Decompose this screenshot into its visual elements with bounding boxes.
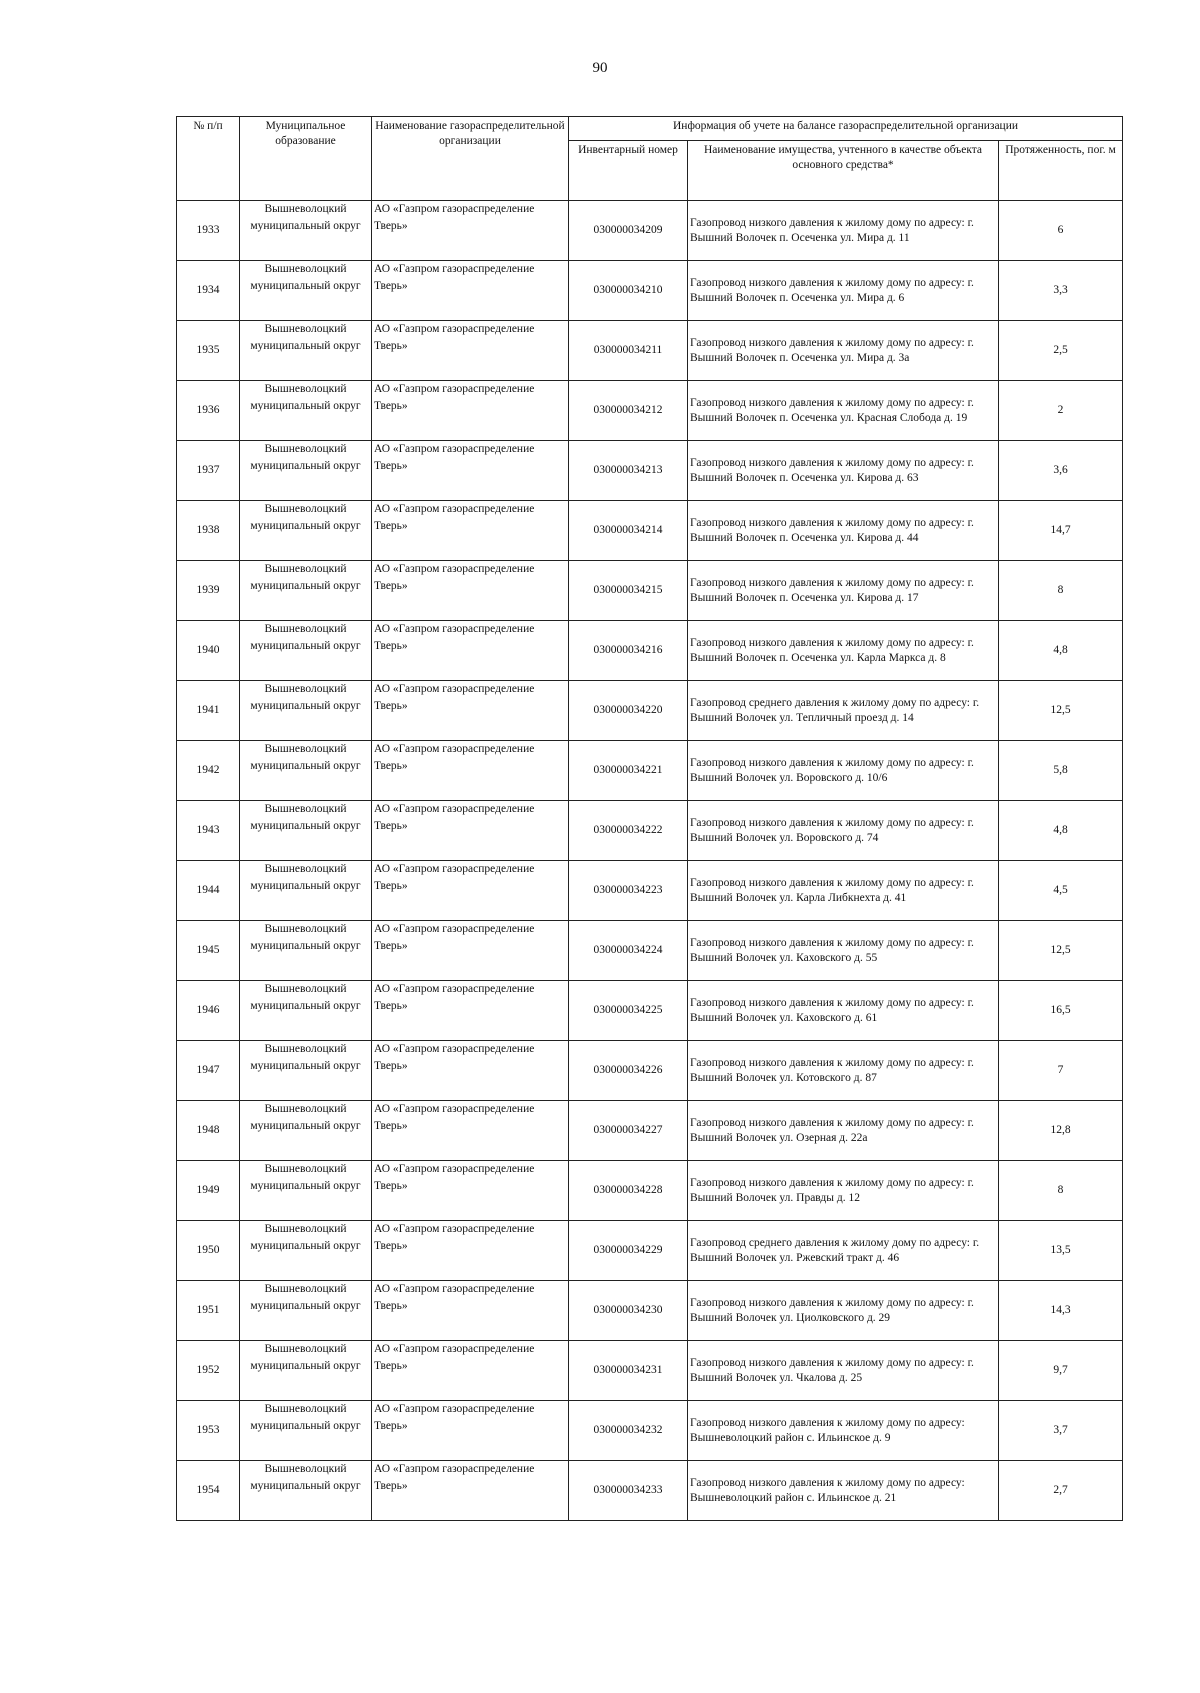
cell-asset-name: Газопровод среднего давления к жилому дому по адресу: г. Вышний Волочек ул. Ржевский тракт д. 46 xyxy=(688,1221,999,1281)
cell-num: 1943 xyxy=(177,801,240,861)
cell-num: 1936 xyxy=(177,381,240,441)
cell-municipality: Вышневолоцкий муниципальный округ xyxy=(240,921,372,981)
cell-inventory-number: 030000034214 xyxy=(569,501,688,561)
cell-organization: АО «Газпром газораспределение Тверь» xyxy=(372,441,569,501)
cell-length: 9,7 xyxy=(999,1341,1123,1401)
cell-num: 1947 xyxy=(177,1041,240,1101)
cell-organization: АО «Газпром газораспределение Тверь» xyxy=(372,1161,569,1221)
table-row xyxy=(177,681,1123,741)
cell-inventory-number: 030000034211 xyxy=(569,321,688,381)
cell-organization: АО «Газпром газораспределение Тверь» xyxy=(372,1461,569,1521)
cell-length: 13,5 xyxy=(999,1221,1123,1281)
cell-asset-name: Газопровод низкого давления к жилому дому по адресу: г. Вышний Волочек п. Осеченка ул. Мира д. 6 xyxy=(688,261,999,321)
cell-inventory-number: 030000034210 xyxy=(569,261,688,321)
cell-inventory-number: 030000034215 xyxy=(569,561,688,621)
cell-num: 1945 xyxy=(177,921,240,981)
cell-asset-name: Газопровод низкого давления к жилому дому по адресу: г. Вышний Волочек п. Осеченка ул. Кирова д. 17 xyxy=(688,561,999,621)
table-row xyxy=(177,741,1123,801)
cell-municipality: Вышневолоцкий муниципальный округ xyxy=(240,1461,372,1521)
cell-inventory-number: 030000034209 xyxy=(569,201,688,261)
cell-organization: АО «Газпром газораспределение Тверь» xyxy=(372,561,569,621)
cell-inventory-number: 030000034226 xyxy=(569,1041,688,1101)
cell-municipality: Вышневолоцкий муниципальный округ xyxy=(240,1101,372,1161)
cell-length: 4,5 xyxy=(999,861,1123,921)
cell-length: 4,8 xyxy=(999,801,1123,861)
cell-asset-name: Газопровод низкого давления к жилому дому по адресу: г. Вышний Волочек ул. Правды д. 12 xyxy=(688,1161,999,1221)
cell-inventory-number: 030000034212 xyxy=(569,381,688,441)
cell-length: 3,6 xyxy=(999,441,1123,501)
cell-asset-name: Газопровод низкого давления к жилому дому по адресу: г. Вышний Волочек ул. Каховского д. 55 xyxy=(688,921,999,981)
cell-municipality: Вышневолоцкий муниципальный округ xyxy=(240,1281,372,1341)
cell-asset-name: Газопровод низкого давления к жилому дому по адресу: Вышневолоцкий район с. Ильинское д. 9 xyxy=(688,1401,999,1461)
cell-length: 16,5 xyxy=(999,981,1123,1041)
cell-num: 1951 xyxy=(177,1281,240,1341)
cell-num: 1944 xyxy=(177,861,240,921)
cell-organization: АО «Газпром газораспределение Тверь» xyxy=(372,1041,569,1101)
cell-num: 1946 xyxy=(177,981,240,1041)
cell-length: 12,5 xyxy=(999,681,1123,741)
cell-num: 1941 xyxy=(177,681,240,741)
cell-inventory-number: 030000034228 xyxy=(569,1161,688,1221)
cell-organization: АО «Газпром газораспределение Тверь» xyxy=(372,1341,569,1401)
table-row xyxy=(177,981,1123,1041)
cell-num: 1952 xyxy=(177,1341,240,1401)
cell-inventory-number: 030000034232 xyxy=(569,1401,688,1461)
cell-organization: АО «Газпром газораспределение Тверь» xyxy=(372,1101,569,1161)
header-balance-info: Информация об учете на балансе газораспределительной организации xyxy=(569,117,1123,141)
cell-num: 1953 xyxy=(177,1401,240,1461)
cell-length: 2,5 xyxy=(999,321,1123,381)
cell-organization: АО «Газпром газораспределение Тверь» xyxy=(372,201,569,261)
cell-municipality: Вышневолоцкий муниципальный округ xyxy=(240,1161,372,1221)
cell-municipality: Вышневолоцкий муниципальный округ xyxy=(240,561,372,621)
table-row xyxy=(177,1461,1123,1521)
table-body xyxy=(177,201,1123,1521)
cell-num: 1940 xyxy=(177,621,240,681)
cell-organization: АО «Газпром газораспределение Тверь» xyxy=(372,1221,569,1281)
cell-municipality: Вышневолоцкий муниципальный округ xyxy=(240,681,372,741)
cell-inventory-number: 030000034222 xyxy=(569,801,688,861)
cell-num: 1950 xyxy=(177,1221,240,1281)
table-header xyxy=(177,117,1123,201)
cell-inventory-number: 030000034223 xyxy=(569,861,688,921)
cell-num: 1939 xyxy=(177,561,240,621)
cell-asset-name: Газопровод низкого давления к жилому дому по адресу: г. Вышний Волочек ул. Котовского д. 87 xyxy=(688,1041,999,1101)
cell-municipality: Вышневолоцкий муниципальный округ xyxy=(240,861,372,921)
cell-length: 14,7 xyxy=(999,501,1123,561)
cell-organization: АО «Газпром газораспределение Тверь» xyxy=(372,981,569,1041)
cell-inventory-number: 030000034220 xyxy=(569,681,688,741)
table-row xyxy=(177,1041,1123,1101)
cell-length: 3,7 xyxy=(999,1401,1123,1461)
cell-asset-name: Газопровод низкого давления к жилому дому по адресу: г. Вышний Волочек п. Осеченка ул. Красная Слобода д. 19 xyxy=(688,381,999,441)
cell-municipality: Вышневолоцкий муниципальный округ xyxy=(240,741,372,801)
cell-length: 5,8 xyxy=(999,741,1123,801)
cell-length: 12,8 xyxy=(999,1101,1123,1161)
table-row xyxy=(177,441,1123,501)
cell-inventory-number: 030000034213 xyxy=(569,441,688,501)
table-row xyxy=(177,1401,1123,1461)
cell-asset-name: Газопровод низкого давления к жилому дому по адресу: г. Вышний Волочек п. Осеченка ул. Карла Маркса д. 8 xyxy=(688,621,999,681)
header-municipality: Муниципальное образование xyxy=(240,117,372,201)
header-inventory: Инвентарный номер xyxy=(569,141,688,201)
table-row xyxy=(177,921,1123,981)
cell-asset-name: Газопровод низкого давления к жилому дому по адресу: г. Вышний Волочек п. Осеченка ул. Мира д. 3а xyxy=(688,321,999,381)
cell-inventory-number: 030000034227 xyxy=(569,1101,688,1161)
cell-num: 1934 xyxy=(177,261,240,321)
table-row xyxy=(177,861,1123,921)
cell-num: 1948 xyxy=(177,1101,240,1161)
cell-organization: АО «Газпром газораспределение Тверь» xyxy=(372,321,569,381)
table-row xyxy=(177,561,1123,621)
table-row xyxy=(177,1101,1123,1161)
cell-municipality: Вышневолоцкий муниципальный округ xyxy=(240,1041,372,1101)
cell-asset-name: Газопровод низкого давления к жилому дому по адресу: г. Вышний Волочек ул. Воровского д. 74 xyxy=(688,801,999,861)
cell-length: 2,7 xyxy=(999,1461,1123,1521)
cell-asset-name: Газопровод низкого давления к жилому дому по адресу: г. Вышний Волочек ул. Карла Либкнехта д. 41 xyxy=(688,861,999,921)
cell-municipality: Вышневолоцкий муниципальный округ xyxy=(240,621,372,681)
header-length: Протяженность, пог. м xyxy=(999,141,1123,201)
cell-num: 1954 xyxy=(177,1461,240,1521)
cell-inventory-number: 030000034231 xyxy=(569,1341,688,1401)
cell-inventory-number: 030000034233 xyxy=(569,1461,688,1521)
table-row xyxy=(177,381,1123,441)
table-row xyxy=(177,1221,1123,1281)
table-row xyxy=(177,1161,1123,1221)
cell-num: 1933 xyxy=(177,201,240,261)
cell-municipality: Вышневолоцкий муниципальный округ xyxy=(240,1401,372,1461)
cell-num: 1935 xyxy=(177,321,240,381)
cell-length: 4,8 xyxy=(999,621,1123,681)
cell-num: 1942 xyxy=(177,741,240,801)
header-asset-name: Наименование имущества, учтенного в качестве объекта основного средства* xyxy=(688,141,999,201)
cell-inventory-number: 030000034230 xyxy=(569,1281,688,1341)
cell-organization: АО «Газпром газораспределение Тверь» xyxy=(372,261,569,321)
table-row xyxy=(177,321,1123,381)
cell-organization: АО «Газпром газораспределение Тверь» xyxy=(372,1401,569,1461)
cell-asset-name: Газопровод низкого давления к жилому дому по адресу: г. Вышний Волочек ул. Каховского д. 61 xyxy=(688,981,999,1041)
cell-inventory-number: 030000034224 xyxy=(569,921,688,981)
cell-organization: АО «Газпром газораспределение Тверь» xyxy=(372,1281,569,1341)
cell-organization: АО «Газпром газораспределение Тверь» xyxy=(372,501,569,561)
cell-length: 6 xyxy=(999,201,1123,261)
cell-municipality: Вышневолоцкий муниципальный округ xyxy=(240,201,372,261)
table-row xyxy=(177,621,1123,681)
cell-inventory-number: 030000034221 xyxy=(569,741,688,801)
cell-asset-name: Газопровод низкого давления к жилому дому по адресу: г. Вышний Волочек п. Осеченка ул. Кирова д. 63 xyxy=(688,441,999,501)
cell-num: 1937 xyxy=(177,441,240,501)
cell-organization: АО «Газпром газораспределение Тверь» xyxy=(372,921,569,981)
cell-asset-name: Газопровод низкого давления к жилому дому по адресу: г. Вышний Волочек п. Осеченка ул. Мира д. 11 xyxy=(688,201,999,261)
header-num: № п/п xyxy=(177,117,240,201)
cell-num: 1938 xyxy=(177,501,240,561)
cell-organization: АО «Газпром газораспределение Тверь» xyxy=(372,741,569,801)
cell-length: 8 xyxy=(999,561,1123,621)
cell-inventory-number: 030000034225 xyxy=(569,981,688,1041)
cell-asset-name: Газопровод низкого давления к жилому дому по адресу: г. Вышний Волочек п. Осеченка ул. Кирова д. 44 xyxy=(688,501,999,561)
cell-length: 7 xyxy=(999,1041,1123,1101)
cell-organization: АО «Газпром газораспределение Тверь» xyxy=(372,861,569,921)
cell-municipality: Вышневолоцкий муниципальный округ xyxy=(240,441,372,501)
cell-asset-name: Газопровод низкого давления к жилому дому по адресу: г. Вышний Волочек ул. Озерная д. 22а xyxy=(688,1101,999,1161)
cell-asset-name: Газопровод низкого давления к жилому дому по адресу: г. Вышний Волочек ул. Воровского д. 10/6 xyxy=(688,741,999,801)
table-row xyxy=(177,801,1123,861)
table-row xyxy=(177,1281,1123,1341)
cell-municipality: Вышневолоцкий муниципальный округ xyxy=(240,981,372,1041)
cell-municipality: Вышневолоцкий муниципальный округ xyxy=(240,1221,372,1281)
table-row xyxy=(177,501,1123,561)
cell-length: 12,5 xyxy=(999,921,1123,981)
cell-num: 1949 xyxy=(177,1161,240,1221)
cell-municipality: Вышневолоцкий муниципальный округ xyxy=(240,801,372,861)
cell-inventory-number: 030000034216 xyxy=(569,621,688,681)
header-organization: Наименование газораспределительной организации xyxy=(372,117,569,201)
cell-asset-name: Газопровод среднего давления к жилому дому по адресу: г. Вышний Волочек ул. Тепличный проезд д. 14 xyxy=(688,681,999,741)
cell-municipality: Вышневолоцкий муниципальный округ xyxy=(240,1341,372,1401)
cell-asset-name: Газопровод низкого давления к жилому дому по адресу: Вышневолоцкий район с. Ильинское д. 21 xyxy=(688,1461,999,1521)
cell-length: 8 xyxy=(999,1161,1123,1221)
table-row xyxy=(177,1341,1123,1401)
table-row xyxy=(177,261,1123,321)
cell-length: 2 xyxy=(999,381,1123,441)
cell-organization: АО «Газпром газораспределение Тверь» xyxy=(372,801,569,861)
cell-organization: АО «Газпром газораспределение Тверь» xyxy=(372,681,569,741)
property-register-table xyxy=(176,116,1123,1521)
cell-asset-name: Газопровод низкого давления к жилому дому по адресу: г. Вышний Волочек ул. Чкалова д. 25 xyxy=(688,1341,999,1401)
cell-municipality: Вышневолоцкий муниципальный округ xyxy=(240,501,372,561)
cell-inventory-number: 030000034229 xyxy=(569,1221,688,1281)
page-number: 90 xyxy=(592,60,608,76)
cell-asset-name: Газопровод низкого давления к жилому дому по адресу: г. Вышний Волочек ул. Циолковского д. 29 xyxy=(688,1281,999,1341)
cell-organization: АО «Газпром газораспределение Тверь» xyxy=(372,381,569,441)
cell-municipality: Вышневолоцкий муниципальный округ xyxy=(240,381,372,441)
table-row xyxy=(177,201,1123,261)
cell-length: 14,3 xyxy=(999,1281,1123,1341)
cell-length: 3,3 xyxy=(999,261,1123,321)
cell-municipality: Вышневолоцкий муниципальный округ xyxy=(240,321,372,381)
cell-municipality: Вышневолоцкий муниципальный округ xyxy=(240,261,372,321)
cell-organization: АО «Газпром газораспределение Тверь» xyxy=(372,621,569,681)
